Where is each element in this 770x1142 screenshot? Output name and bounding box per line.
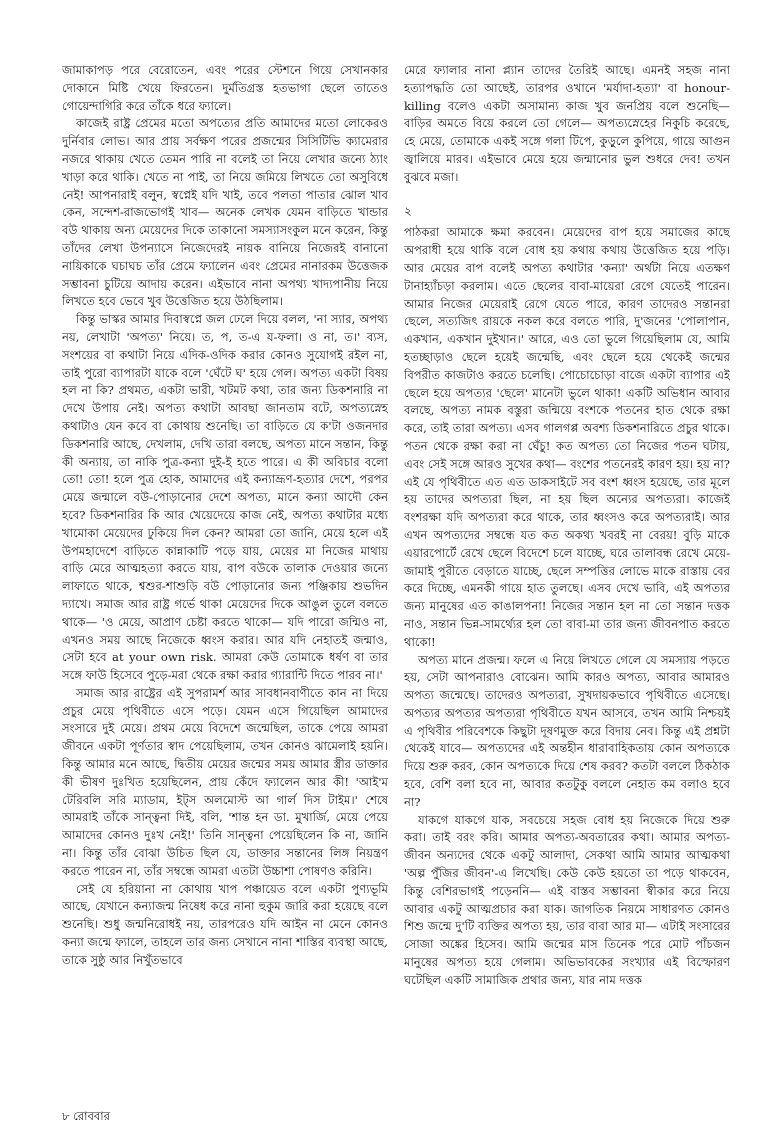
paragraph: অপত্য মানে প্রজন্ম। ফলে এ নিয়ে লিখতে গেলে যে সমস্যায় পড়তে হয়, সেটা আপনারাও বোঝেন। আমি কারও অপত্য, আবার আমারও অপত্য জন্মেছে। তাদেরও অপত্যরা, সুখদায়কভাবে পৃথিবীতে এসেছে। অপত্যর অপত্যর অপত্যরা পৃথিবীতে যখন আসবে, তখন আমি নিশ্চয়ই এ পৃথিবীর পরিবেশকে কিছুটা দূষণমুক্ত করে বিদায় নেব। কিন্তু এই প্রশ্নটা থেকেই যাবে— অপত্যদের এই অন্তহীন ধারাবাহিকতায় কোন অপত্যকে দিয়ে শুরু করব, কোন অপত্যকে দিয়ে শেষ করব? কতটা বললে ঠিকঠাক হবে, বেশি বলা হবে না, আবার কতটুকু বললে নেহাত কম বলাও হবে না?	[404, 652, 730, 809]
page-footer	[62, 1108, 110, 1127]
section-number: ২	[404, 203, 412, 218]
left-column	[62, 62, 388, 1097]
paragraph: কিন্তু ভাস্কর আমার দিবাস্বপ্নে জল ঢেলে দিয়ে বলল, 'না স্যার, অপথ্য নয়, লেখাটা 'অপত্য' নিয়ে। ত, প, ত-এ য-ফলা। ও না, ত।' ব্যস, সংশয়ের বা কথাটা নিয়ে এদিক-ওদিক করার কোনও সুযোগই রইল না, তাই পুরো ব্যাপারটা যাকে বলে 'ঘেঁটে ঘ' হয়ে গেল। অপত্য একটা বিষয় হল না কি? প্রথমত, একটা ভারী, খটমট কথা, তার জন্য ডিকশনারি না দেখে উপায় নেই। অপত্য কথাটা আবছা জানতাম বটে, অপত্যস্নেহ কথাটাও যেন কবে বা কোথায় শুনেছি। তা বাড়িতে যে ক'টা ওজনদার ডিকশনারি আছে, দেখলাম, দেখি তারা বলছে, অপত্য মানে সন্তান, কিন্তু কী অন্যায়, তা নাকি পুত্র-কন্যা দুই-ই হতে পারে। এ কী অবিচার বলো তো! তো! হলে পুত্র হোক, আমাদের এই কন্যাভ্রূণ-হত্যার দেশে, পরপর মেয়ে জন্মালে বউ-পোড়ানোর দেশে অপত্য, মানে কন্যা আদৌ কেন হবে? ডিকশনারির কি আর খেয়েদেয়ে কাজ নেই, অপত্য কথাটার মধ্যে খামোকা মেয়েদের ঢুকিয়ে দিল কেন? আমরা তো জানি, মেয়ে হলে এই উপমহাদেশে বাড়িতে কান্নাকাটি পড়ে যায়, মেয়ের মা নিজের মাথায় বাড়ি মেরে আত্মহত্যা করতে যায়, বাপ বউকে তালাক দেওয়ার জন্যে লাফাতে থাকে, শ্বশুর-শাশুড়ি বউ পোড়ানোর জন্য পঞ্জিকায় শুভদিন দ্যাখে। সমাজ আর রাষ্ট্র গর্ভে থাকা মেয়েদের দিকে আঙুল তুলে বলতে থাকে— 'ও মেয়ে, আপ্রাণ চেষ্টা করতে থাকো— যদি পারো জন্মিও না, এখনও সময় আছে নিজেকে ধ্বংস করার। আর যদি নেহাতই জন্মাও, সেটা হবে at your own risk. আমরা কেউ তোমাকে ধর্ষণ বা তার সঙ্গে ফাউ হিসেবে পুড়ে-মরা থেকে রক্ষা করার গ্যারান্টি দিতে পারব না।'	[62, 312, 388, 683]
paragraph: জামাকাপড় পরে বেরোতেন, এবং পরের স্টেশনে গিয়ে সেখানকার দোকানে মিষ্টি খেয়ে ফিরতেন। দুর্মতিগ্রস্ত হতভাগা ছেলে তাতেও গোয়েন্দাগিরি করে তাঁকে ধরে ফ্যালে।	[62, 63, 388, 113]
page-number: ৮	[62, 1109, 70, 1123]
magazine-name: রোববার	[73, 1109, 110, 1123]
paragraph: পাঠকরা আমাকে ক্ষমা করবেন। মেয়েদের বাপ হয়ে সমাজের কাছে অপরাধী হয়ে থাকি বলে বোধ হয় কথায় কথায় উত্তেজিত হয়ে পড়ি। আর মেয়ের বাপ বলেই অপত্য কথাটার 'কন্যা' অর্থটা নিয়ে এতক্ষণ টানাহ্যাঁচড়া করলাম। এতে ছেলের বাবা-মায়েরা রেগে যেতেই পারেন। আমার নিজের মেয়েরাই রেগে যেতে পারে, কারণ তাদেরও সন্তানরা ছেলে, সত্যজিৎ রায়কে নকল করে বলতে পারি, দু'জনের 'পোলাপান, একখান, একখান দুইখান।' আরে, এও তো ভুলে গিয়েছিলাম যে, আমি হতচ্ছাড়াও ছেলে হয়েই জন্মেছি, এবং ছেলে হয়ে থেকেই জন্মের বিপরীত কাজটাও করতে চলেছি। পোচোচোড়া বাজে একটা ব্যাপার এই ছেলে হয়ে অপত্যর 'ছেলে' মানেটা ভুলে থাকা! একটি অভিধান আবার বলছে, অপত্য নামক বস্তুরা জন্মিয়ে বংশকে পতনের হাত থেকে রক্ষা করে, তাই তারা অপত্য। এসব গালগপ্প অবশ্য ডিকশনারিতে প্রচুর থাকে। পতন থেকে রক্ষা করা না ঘেঁচু! কত অপত্য তো নিজের পতন ঘটায়, এবং সেই সঙ্গে আরও সুখের কথা— বংশের পতনেরই কারণ হয়। হয় না? এই যে পৃথিবীতে এত এত ডাকসাইটে সব বংশ ধ্বংস হয়েছে, তার মূলে হয় তাদের অপত্যরা ছিল, না হয় ছিল অন্যের অপত্যরা। কাজেই বংশরক্ষা যদি অপত্যরা করে থাকে, তার ধ্বংসও করে অপত্যরাই। আর এখন অপত্যদের সম্বন্ধে যত কত অকথ্য খবরই না বেরয়! বুড়ি মাকে এয়ারপোর্টে রেখে ছেলে বিদেশে চলে যাচ্ছে, ঘরে তালাবন্ধ রেখে মেয়ে-জামাই পুরীতে বেড়াতে যাচ্ছে, ছেলে সম্পত্তির লোভে মাকে রাস্তায় বের করে দিচ্ছে, এমনকী গায়ে হাত তুলছে। এসব দেখে ভাবি, এই অপত্যর জন্য মানুষের এত কাঙালপনা! নিজের সন্তান হল না তো সন্তান দত্তক নাও, সন্তান ভিন্ন-সামর্থ্যের হল তো বাবা-মা তার জন্য জীবনপাত করতে থাকো!	[404, 225, 730, 649]
paragraph: কাজেই রাষ্ট্র প্রেমের মতো অপত্যের প্রতি আমাদের মতো লোকেরও দুর্নিবার লোভ। আর প্রায় সর্বক্ষণ পরের প্রজন্মের সিসিটিভি ক্যামেরার নজরে থাকায় খেতে তেমন পারি না বলেই তা নিয়ে লেখার জন্যে ঠ্যাং খাড়া করে থাকি। খেতে না পাই, তা নিয়ে জমিয়ে লিখতে তো অসুবিধে নেই! আপনারাই বলুন, স্বপ্নেই যদি খাই, তবে পলতা পাতার ঝোল খাব কেন, সন্দেশ-রাজভোগই খাব— অনেক লেখক যেমন বাড়িতে খান্ডার বউ থাকায় অন্য মেয়েদের দিকে তাকানো সমস্যাসংকুল মনে করেন, কিন্তু তাঁদের লেখা উপন্যাসে নিজেদেরই নায়ক বানিয়ে নিজেরই বানানো নায়িকাকে ঘচাঘচ তাঁর প্রেমে ফ্যালেন এবং প্রেমের নানারকম উত্তেজক সম্ভাবনা চুটিয়ে আদায় করেন। এইভাবে নানা অপথ্য খাদ্যপানীয় নিয়ে লিখতে হবে ভেবে খুব উত্তেজিত হয়ে উঠছিলাম।	[62, 116, 388, 309]
paragraph: সেই যে হরিয়ানা না কোথায় খাপ পঞ্চায়েত বলে একটা পুণ্যভূমি আছে, যেখানে কন্যাজন্ম নিষেধ করে নানা হুকুম জারি করা হয়েছে বলে শুনেছি। শুধু জন্মনিরোধই নয়, তারপরেও যদি আইন না মেনে কোনও কন্যা জন্মে ফ্যালে, তাহলে তার জন্য সেখানে নানা শাস্তির ব্যবস্থা আছে, তাকে সুষ্ঠু আর নিখুঁতভাবে	[62, 881, 388, 967]
paragraph: সমাজ আর রাষ্ট্রের এই সুপরামর্শ আর সাবধানবাণীতে কান না দিয়ে প্রচুর মেয়ে পৃথিবীতে এসে পড়ে। যেমন এসে গিয়েছিল আমাদের সংসারে দুই মেয়ে। প্রথম মেয়ে বিদেশে জন্মেছিল, তাকে পেয়ে আমরা জীবনে একটা পূর্ণতার স্বাদ পেয়েছিলাম, তখন কোনও ঝামেলাই হয়নি। কিন্তু আমার মনে আছে, দ্বিতীয় মেয়ের জন্মের সময় আমার স্ত্রীর ডাক্তার কী ভীষণ দুঃখিত হয়েছিলেন, প্রায় কেঁদে ফ্যালেন আর কী! 'আই'ম টেরিবলি সরি ম্যাডাম, ইট্‌স অলমোস্ট আ গার্ল দিস টাইম।' শেষে আমরাই তাঁকে সান্ত্বনা দিই, বলি, 'শান্ত হন ডা. মুখার্জি, মেয়ে পেয়ে আমাদের কোনও দুঃখ নেই!' তিনি সান্ত্বনা পেয়েছিলেন কি না, জানি না। কিন্তু তাঁর বোঝা উচিত ছিল যে, ডাক্তার সন্তানের লিঙ্গ নিয়ন্ত্রণ করতে পারেন না, তাঁর সম্বন্ধে আমরা এতটা উচ্চাশা পোষণও করিনি।	[62, 685, 388, 878]
right-column	[404, 62, 730, 1098]
paragraph: যাকগে যাকগে যাক, সবচেয়ে সহজ বোধ হয় নিজেকে দিয়ে শুরু করা। তাই বরং করি। আমার অপত্য-অবতারের কথা। আমার অপত্য-জীবন অন্যদের থেকে একটু আলাদা, সেকথা আমি আমার আত্মকথা 'অল্প পুঁজির জীবন'-এ লিখেছি। কেউ কেউ হয়তো তা পড়ে থাকবেন, কিন্তু বেশিরভাগই পড়েননি— এই বাস্তব সম্ভাবনা স্বীকার করে নিয়ে আবার একটু আত্মপ্রচার করা যাক। জাগতিক নিয়মে সাধারণত কোনও শিশু জন্মে দু'টি ব্যক্তির অপত্য হয়, তার বাবা আর মা— এটাই সংসারের সোজা অঙ্কের হিসেব। আমি জন্মের মাস তিনেক পরে মোট পাঁচজন মানুষের অপত্য হয়ে গেলাম। অভিভাবকের সংখ্যার এই বিস্ফোরণ ঘটেছিল একটি সামাজিক প্রথার জন্য, যার নাম দত্তক	[404, 812, 730, 987]
paragraph: মেরে ফ্যালার নানা প্ল্যান তাদের তৈরিই আছে। এমনই সহজ নানা হত্যাপদ্ধতি তো আছেই, তারপর ওখানে 'মর্যাদা-হত্যা' বা honour-killing বলেও একটা অসামান্য কাজ খুব জনপ্রিয় বলে শুনেছি— বাড়ির অমতে বিয়ে করলে তো গেলে— অপত্যস্নেহের নিকুচি করেছে, হে মেয়ে, তোমাকে একই সঙ্গে গলা টিপে, কুড়ুলে কুপিয়ে, গায়ে আগুন জ্বালিয়ে মারব। এইভাবে মেয়ে হয়ে জন্মানোর ভুল শুধরে দেব! তখন বুঝবে মজা।	[404, 63, 730, 184]
